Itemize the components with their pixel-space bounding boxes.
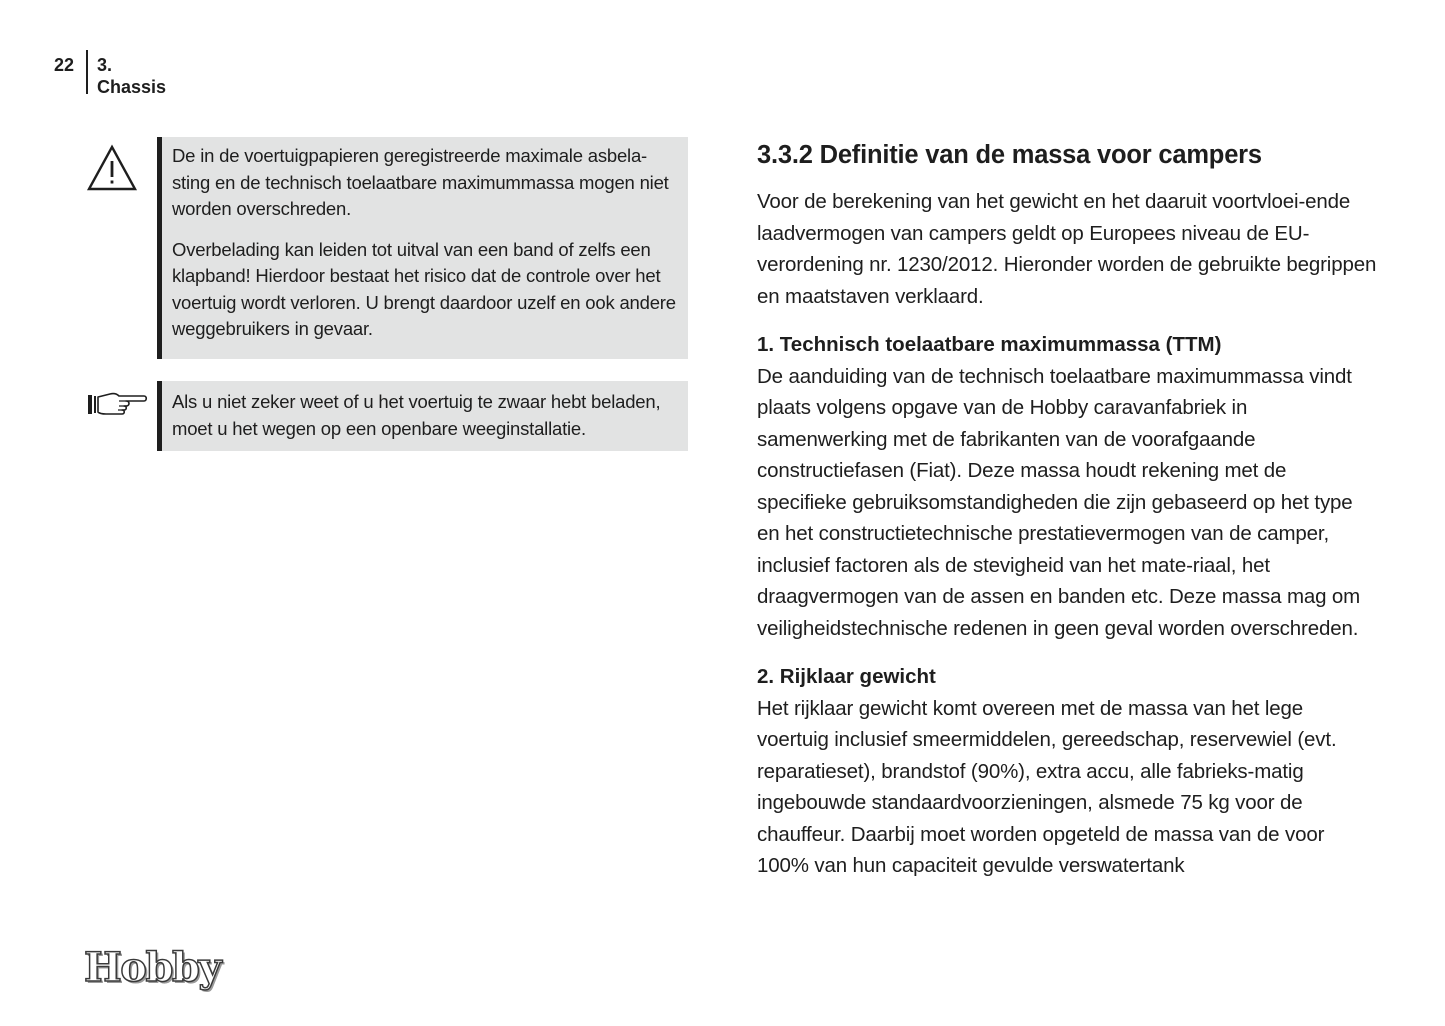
item-heading: 2. Rijklaar gewicht: [757, 665, 936, 688]
tip-note: [157, 381, 688, 451]
item-heading: 1. Technisch toelaatbare maximummassa (TTM): [757, 333, 1222, 356]
item-text: De aanduiding van de technisch toelaatbare maximummassa vindt plaats volgens opgave van de Hobby caravanfabriek in samenwerking met de fabrikanten van de voorafgaande constructiefasen (Fiat). Deze massa houdt rekening met de specifieke gebruiksomstandigheden die zijn gebaseerd op het type en het constructietechnische prestatievermogen van de camper, inclusief factoren als de stevigheid van het mate-riaal, het draagvermogen van de assen en banden etc. Deze massa mag om veiligheidstechnische redenen in geen geval worden overschreden.: [757, 364, 1361, 640]
tip-text: Als u niet zeker weet of u het voertuig te zwaar hebt beladen, moet u het wegen op een openbare weeginstallatie.: [172, 391, 661, 439]
warning-paragraph: Overbelading kan leiden tot uitval van een band of zelfs een klapband! Hierdoor bestaat het risico dat de controle over het voertuig wordt verloren. U brengt daardoor uzelf en ook andere weggebruikers in gevaar.: [172, 238, 676, 339]
item-text: Het rijklaar gewicht komt overeen met de massa van het lege voertuig inclusief smeermiddelen, gereedschap, reservewiel (evt. reparatieset), brandstof (90%), extra accu, alle fabrieks-matig ingebouwde standaardvoorzieningen, alsmede 75 kg voor de chauffeur. Daarbij moet worden opgeteld de massa van de voor 100% van hun capaciteit gevulde verswatertank: [757, 696, 1337, 877]
brand-logo: Hobby: [84, 944, 221, 991]
pointing-hand-icon: [86, 388, 148, 420]
warning-triangle-icon: [86, 144, 138, 192]
chapter-title: 3. Chassis: [97, 55, 167, 97]
section-title: 3.3.2 Definitie van de massa voor campers: [757, 141, 1262, 169]
header-divider: [86, 50, 88, 94]
warning-paragraph: De in de voertuigpapieren geregistreerde maximale asbela-sting en de technisch toelaatbare maximummassa mogen niet worden overschreden.: [172, 145, 669, 219]
warning-note: [157, 137, 688, 359]
main-content: [757, 138, 1377, 882]
section-intro: Voor de berekening van het gewicht en het daaruit voortvloei-ende laadvermogen van campers geldt op Europees niveau de EU-verordening nr. 1230/2012. Hieronder worden de gebruikte begrippen en maatstaven verklaard.: [757, 190, 1377, 308]
page-number: 22: [54, 55, 75, 75]
